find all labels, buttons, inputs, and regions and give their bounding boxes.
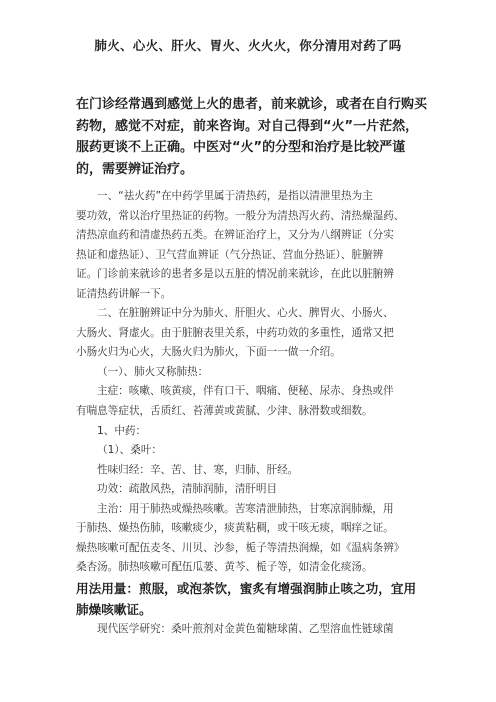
body-line: 主治：用于肺热或燥热咳嗽。苦寒清泄肺热，甘寒凉润肺燥，用: [97, 502, 394, 515]
lead-line: 的，需要辨证治疗。: [76, 161, 194, 177]
lead-paragraph: [76, 94, 428, 180]
article-title: 肺火、心火、肝火、胃火、火火火，你分清用对药了吗: [94, 38, 402, 53]
body-line: 主症：咳嗽、咳黄痰，伴有口干、咽痛、便秘、尿赤、身热或伴: [97, 385, 394, 398]
body-line: 现代医学研究：桑叶煎剂对金黄色葡糖球菌、乙型溶血性链球菌: [97, 622, 394, 635]
body-line-emphasis: 用法用量：煎服，或泡茶饮，蜜炙有增强润肺止咳之功，宜用: [76, 580, 417, 596]
body-line: 1、中药：: [97, 424, 147, 437]
body-line: 大肠火、肾虚火。由于脏腑表里关系，中药功效的多重性，通常又把: [76, 326, 394, 339]
body-line: 要功效，常以治疗里热证的药物。一般分为清热泻火药、清热燥湿药、: [76, 209, 405, 222]
body-line: 小肠火归为心火，大肠火归为肺火，下面一一做一介绍。: [76, 346, 341, 359]
body-line: （1）、桑叶：: [97, 444, 163, 457]
lead-line: 在门诊经常遇到感觉上火的患者，前来就诊，或者在自行购买: [76, 97, 428, 112]
body-line: （一）、肺火又称肺热：: [97, 365, 209, 378]
body-line: 桑杏汤。肺热咳嗽可配伍瓜蒌、黄芩、栀子等，如清金化痰汤。: [76, 561, 373, 574]
body-line: 热证和虚热证）、卫气营血辨证（气分热证、营血分热证）、脏腑辨: [76, 248, 384, 261]
body-line: 于肺热、燥热伤肺，咳嗽痰少，痰黄粘稠，或干咳无痰，咽痒之证。: [76, 522, 394, 535]
body-line: 证。门诊前来就诊的患者多是以五脏的情况前来就诊，在此以脏腑辨: [76, 268, 394, 281]
body-line: 性味归经：辛、苦、甘、寒，归肺、肝经。: [97, 463, 299, 476]
body-line: 有喘息等症状，舌质红、苔薄黄或黄腻、少津、脉滑数或细数。: [76, 405, 373, 418]
body-text: [76, 187, 426, 639]
body-line: 清热凉血药和清虚热药五类。在辨证治疗上，又分为八纲辨证（分实: [76, 229, 394, 242]
body-line: 功效：疏散风热，清肺润肺，清肝明目: [97, 483, 278, 496]
body-line: 一、“祛火药”在中药学里属于清热药，是指以清泄里热为主: [97, 190, 373, 202]
lead-line: 药物，感觉不对症，前来咨询。对自己得到“火”一片茫然，: [76, 118, 419, 134]
body-line: 二、在脏腑辨证中分为肺火、肝胆火、心火、脾胃火、小肠火、: [97, 307, 394, 320]
body-line-emphasis: 肺燥咳嗽证。: [76, 601, 152, 617]
body-line: 证清热药讲解一下。: [76, 287, 172, 300]
lead-line: 服药更谈不上正确。中医对“火”的分型和治疗是比较严谨: [76, 140, 406, 155]
body-line: 燥热咳嗽可配伍麦冬、川贝、沙参，栀子等清热润燥，如《温病条辨》: [76, 541, 405, 554]
